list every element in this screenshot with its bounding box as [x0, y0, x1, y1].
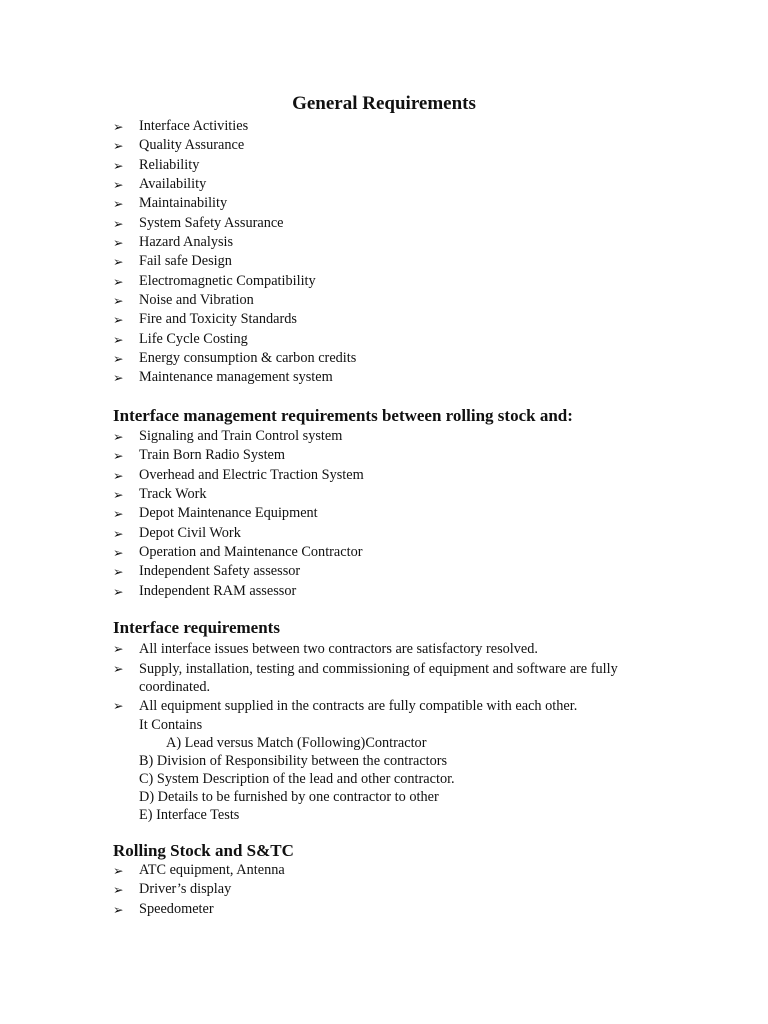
sub-item: D) Details to be furnished by one contractor to other	[139, 789, 439, 805]
list-item: ➢ Independent Safety assessor	[113, 562, 673, 581]
arrow-bullet-icon: ➢	[113, 429, 124, 444]
arrow-bullet-icon: ➢	[113, 254, 124, 270]
arrow-bullet-icon: ➢	[113, 157, 124, 173]
list-item: ➢ Speedometer	[113, 900, 673, 919]
arrow-bullet-icon: ➢	[113, 882, 124, 898]
list-item: ➢ System Safety Assurance	[113, 214, 673, 233]
list-item: ➢ Fire and Toxicity Standards	[113, 310, 673, 329]
arrow-bullet-icon: ➢	[113, 545, 124, 561]
arrow-bullet-icon: ➢	[113, 901, 124, 917]
list-item: ➢ Noise and Vibration	[113, 291, 673, 310]
arrow-bullet-icon: ➢	[113, 196, 124, 212]
list-item: ➢ Energy consumption & carbon credits	[113, 349, 673, 368]
sub-item: B) Division of Responsibility between the contractors	[139, 753, 448, 769]
arrow-bullet-icon: ➢	[113, 215, 124, 231]
arrow-bullet-icon: ➢	[113, 525, 124, 541]
general-requirements-list	[113, 117, 673, 388]
arrow-bullet-icon: ➢	[113, 641, 124, 656]
rolling-stock-list	[113, 861, 673, 919]
list-item: ➢ Depot Civil Work	[113, 524, 673, 543]
list-item: ➢ Depot Maintenance Equipment	[113, 504, 673, 523]
sub-item: E) Interface Tests	[139, 807, 240, 823]
arrow-bullet-icon: ➢	[113, 370, 124, 386]
sub-item: C) System Description of the lead and other contractor.	[139, 771, 455, 787]
list-item: ➢ Life Cycle Costing	[113, 330, 673, 349]
interface-requirement-item: ➢ All interface issues between two contractors are satisfactory resolved.	[113, 641, 538, 657]
list-item: ➢ Operation and Maintenance Contractor	[113, 543, 673, 562]
list-item: ➢ Driver’s display	[113, 880, 673, 899]
page-title: General Requirements	[292, 93, 476, 114]
sub-item: A) Lead versus Match (Following)Contractor	[166, 735, 427, 751]
arrow-bullet-icon: ➢	[113, 564, 124, 580]
arrow-bullet-icon: ➢	[113, 312, 124, 328]
list-item: ➢ Reliability	[113, 156, 673, 175]
arrow-bullet-icon: ➢	[113, 331, 124, 347]
arrow-bullet-icon: ➢	[113, 119, 124, 134]
interface-requirement-item: ➢ All equipment supplied in the contracts are fully compatible with each other.	[113, 698, 578, 714]
arrow-bullet-icon: ➢	[113, 661, 124, 676]
it-contains-label: It Contains	[139, 717, 203, 733]
list-item: ➢ Interface Activities	[113, 117, 673, 136]
list-item: ➢ Availability	[113, 175, 673, 194]
arrow-bullet-icon: ➢	[113, 235, 124, 251]
arrow-bullet-icon: ➢	[113, 448, 124, 464]
arrow-bullet-icon: ➢	[113, 293, 124, 309]
interface-management-heading: Interface management requirements between rolling stock and:	[113, 406, 573, 425]
list-item: ➢ ATC equipment, Antenna	[113, 861, 673, 880]
list-item: ➢ Electromagnetic Compatibility	[113, 272, 673, 291]
list-item: ➢ Overhead and Electric Traction System	[113, 466, 673, 485]
arrow-bullet-icon: ➢	[113, 177, 124, 193]
interface-requirement-item: ➢ Supply, installation, testing and commissioning of equipment and software are fully coordinated.	[113, 661, 618, 695]
arrow-bullet-icon: ➢	[113, 506, 124, 522]
interface-requirements-heading: Interface requirements	[113, 618, 280, 637]
arrow-bullet-icon: ➢	[113, 351, 124, 367]
list-item: ➢ Fail safe Design	[113, 252, 673, 271]
arrow-bullet-icon: ➢	[113, 273, 124, 289]
list-item: ➢ Independent RAM assessor	[113, 582, 673, 601]
list-item: ➢ Maintenance management system	[113, 368, 673, 387]
arrow-bullet-icon: ➢	[113, 698, 124, 713]
rolling-stock-heading: Rolling Stock and S&TC	[113, 841, 294, 860]
arrow-bullet-icon: ➢	[113, 467, 124, 483]
arrow-bullet-icon: ➢	[113, 583, 124, 599]
list-item: ➢ Quality Assurance	[113, 136, 673, 155]
interface-management-list	[113, 427, 673, 601]
list-item: ➢ Train Born Radio System	[113, 446, 673, 465]
list-item: ➢ Signaling and Train Control system	[113, 427, 673, 446]
list-item: ➢ Hazard Analysis	[113, 233, 673, 252]
arrow-bullet-icon: ➢	[113, 863, 124, 878]
arrow-bullet-icon: ➢	[113, 138, 124, 154]
list-item: ➢ Track Work	[113, 485, 673, 504]
list-item: ➢ Maintainability	[113, 194, 673, 213]
arrow-bullet-icon: ➢	[113, 487, 124, 503]
